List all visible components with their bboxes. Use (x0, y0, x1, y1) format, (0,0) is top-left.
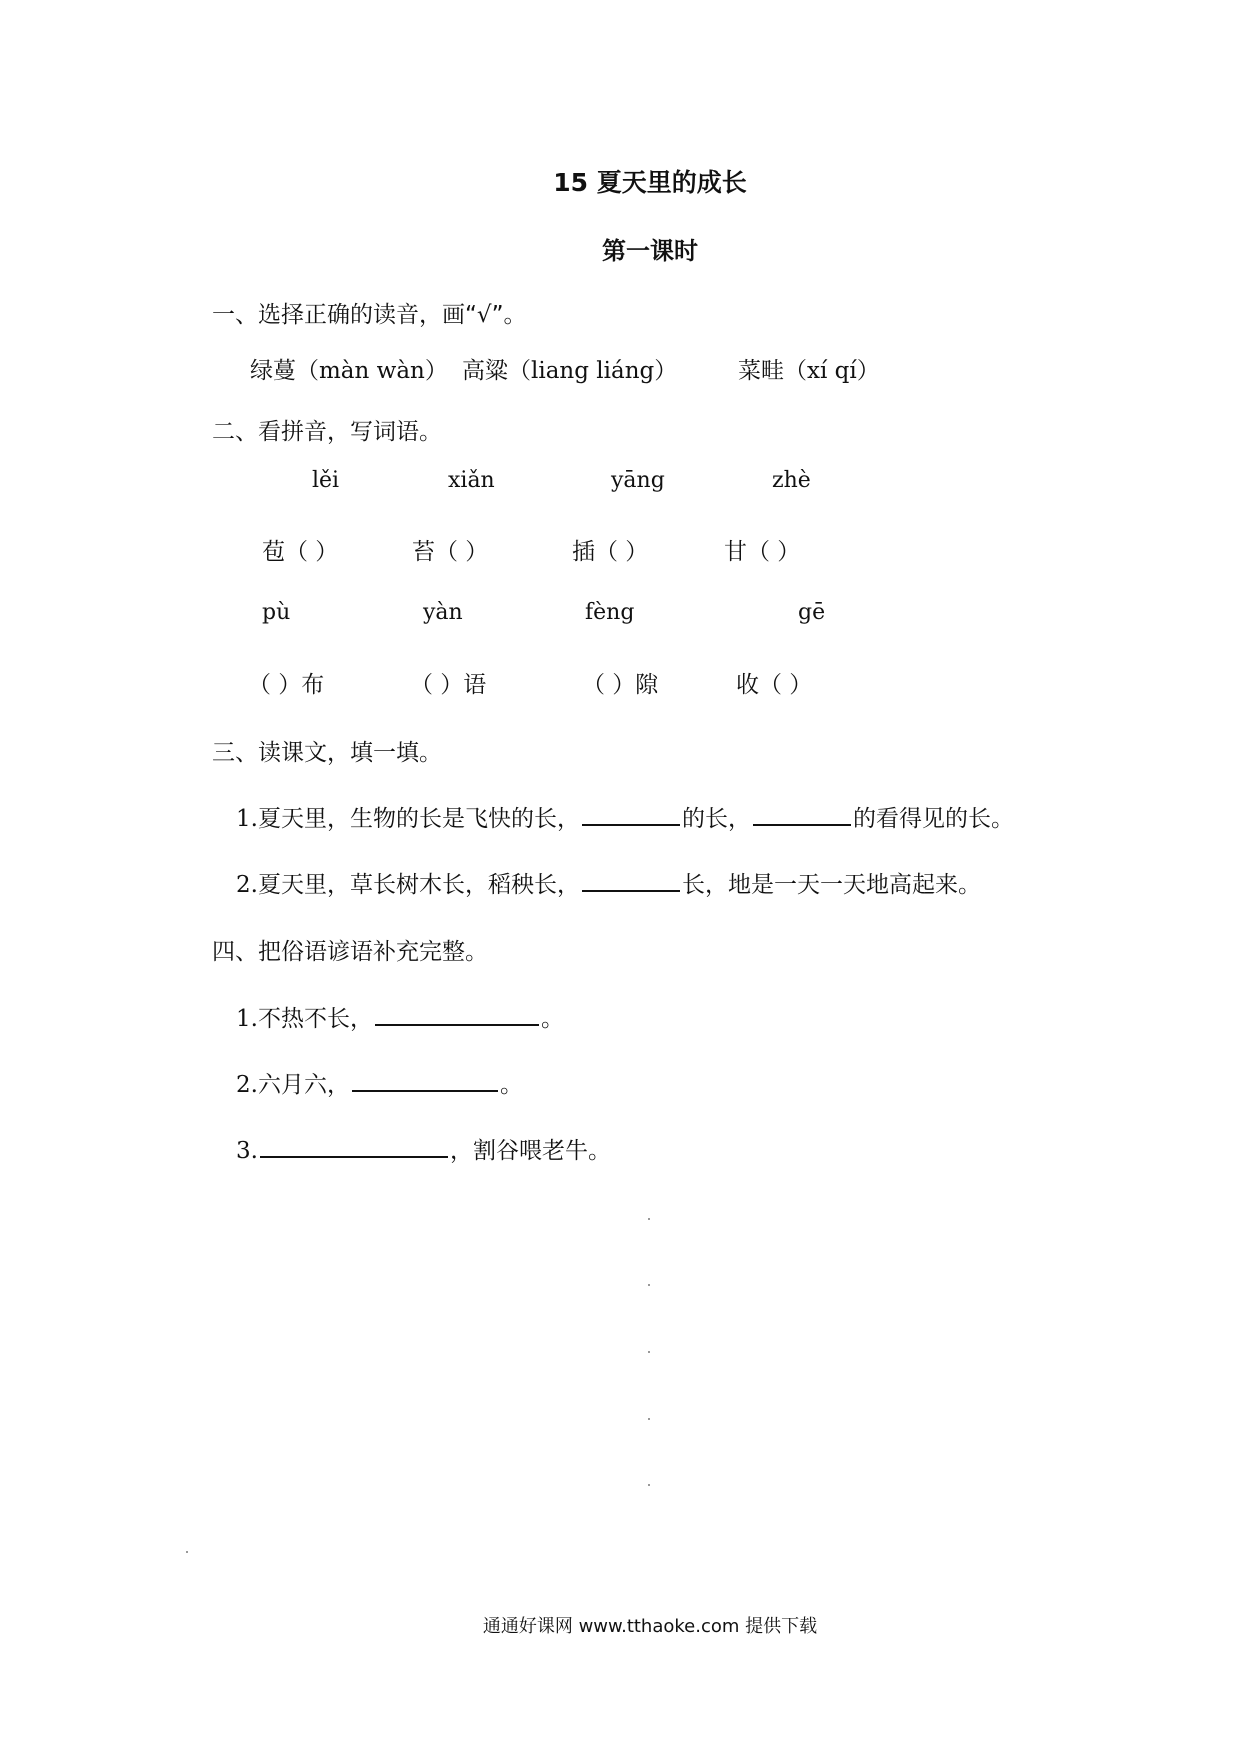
q2-part-a: 2.夏天里，草长树木长，稻秧长， (236, 872, 580, 898)
s4q1-blank[interactable] (375, 1002, 539, 1026)
pinyin-lei: lěi (312, 468, 340, 493)
s4q3-part-b: ，割谷喂老牛。 (449, 1138, 611, 1164)
pinyin-yang: yāng (611, 468, 665, 493)
q2-blank-1[interactable] (582, 868, 680, 892)
q1-part-c: 的看得见的长。 (852, 806, 1014, 832)
section4-question-2 (236, 1066, 523, 1099)
word-tai: 苔（ ） (412, 539, 489, 565)
pinyin-xian: xiǎn (448, 468, 495, 493)
s4q3-part-a: 3. (236, 1138, 258, 1164)
word-pubu: （ ）布 (248, 672, 325, 698)
page-title: 15 夏天里的成长 (553, 168, 747, 197)
section3-heading: 三、读课文，填一填。 (212, 740, 442, 766)
section4-heading: 四、把俗语谚语补充完整。 (212, 939, 488, 965)
scan-dot (648, 1218, 650, 1220)
word-bao: 苞（ ） (262, 539, 339, 565)
pinyin-feng: fèng (585, 600, 635, 625)
s4q1-part-a: 1.不热不长， (236, 1006, 373, 1032)
section4-question-1 (236, 1000, 564, 1033)
s4q2-part-a: 2.六月六， (236, 1072, 350, 1098)
s4q2-part-b: 。 (499, 1072, 523, 1098)
scan-dot (648, 1284, 650, 1286)
scan-dot (648, 1418, 650, 1420)
word-cha: 插（ ） (572, 539, 649, 565)
q1-part-b: 的长， (681, 806, 751, 832)
word-fengxi: （ ）隙 (582, 672, 659, 698)
word-yanyu: （ ）语 (410, 672, 487, 698)
scan-dot (186, 1551, 188, 1553)
word-shouge: 收（ ） (736, 672, 813, 698)
section4-question-3 (236, 1132, 611, 1165)
section3-question-1 (236, 800, 1014, 833)
pinyin-pu: pù (262, 600, 291, 625)
section1-item-3: 菜畦（xí qí） (738, 358, 880, 384)
pinyin-zhe: zhè (772, 468, 811, 493)
s4q1-part-b: 。 (540, 1006, 564, 1032)
section1-item-1: 绿蔓（màn wàn） (250, 358, 448, 384)
q1-blank-2[interactable] (753, 802, 851, 826)
q1-part-a: 1.夏天里，生物的长是飞快的长， (236, 806, 580, 832)
page-subtitle: 第一课时 (602, 237, 698, 265)
word-gan: 甘（ ） (724, 539, 801, 565)
pinyin-ge: gē (798, 600, 826, 625)
pinyin-yan: yàn (423, 600, 463, 625)
q2-part-b: 长，地是一天一天地高起来。 (681, 872, 981, 898)
section1-item-2: 高粱（liang liáng） (462, 358, 678, 384)
s4q3-blank[interactable] (260, 1134, 448, 1158)
q1-blank-1[interactable] (582, 802, 680, 826)
footer-source: 通通好课网 www.tthaoke.com 提供下载 (482, 1616, 818, 1637)
section2-heading: 二、看拼音，写词语。 (212, 419, 442, 445)
section3-question-2 (236, 866, 981, 899)
section1-heading: 一、选择正确的读音，画“√”。 (212, 302, 527, 328)
scan-dot (648, 1484, 650, 1486)
s4q2-blank[interactable] (352, 1068, 498, 1092)
scan-dot (648, 1351, 650, 1353)
